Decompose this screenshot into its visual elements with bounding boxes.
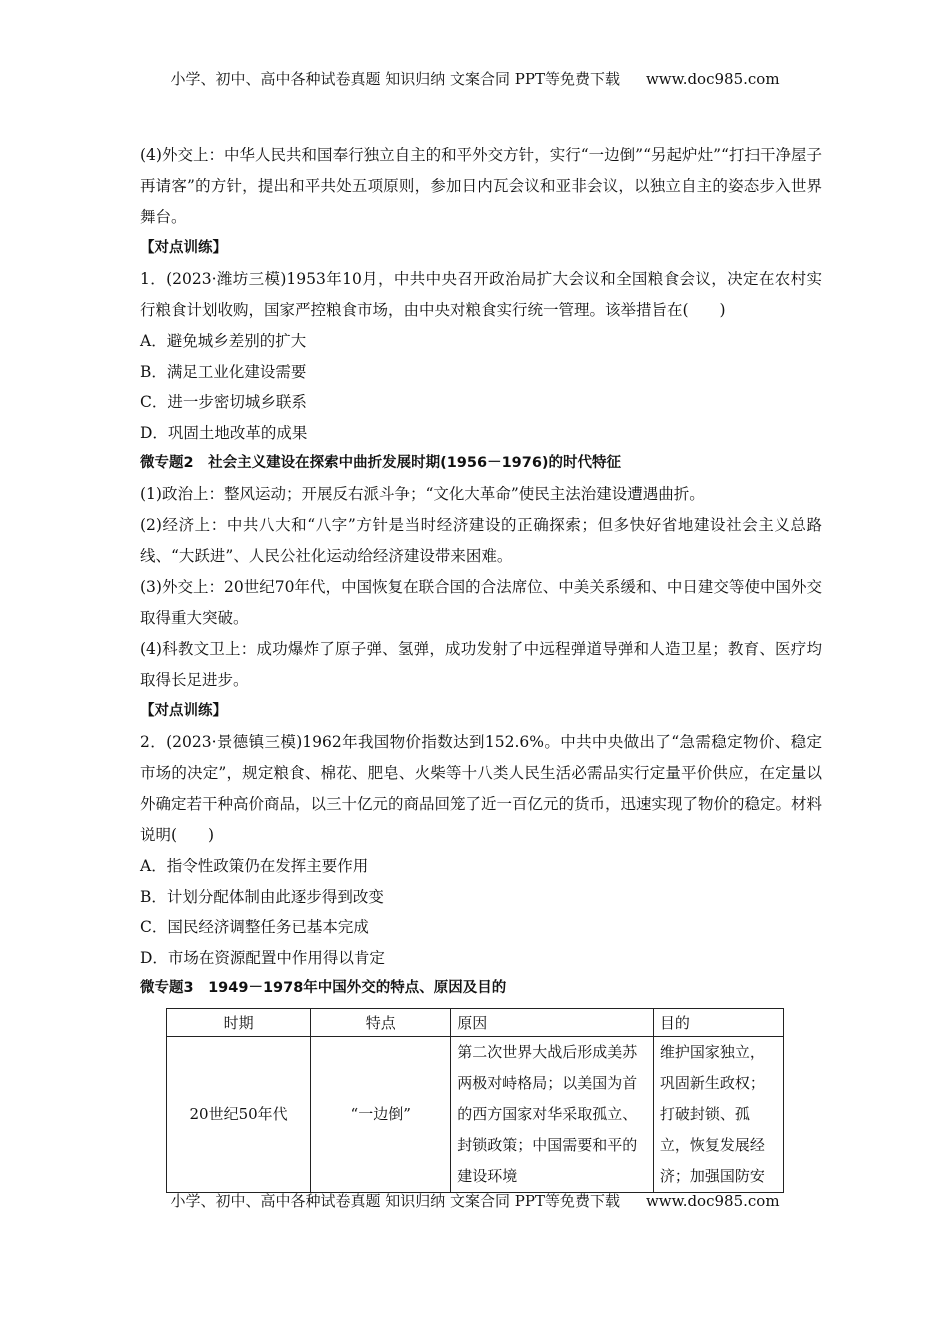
footer-site[interactable]: www.doc985.com <box>645 1192 780 1210</box>
question-1-option-c: C．进一步密切城乡联系 <box>140 393 307 411</box>
topic-2-point-3: (3)外交上：20世纪70年代，中国恢复在联合国的合法席位、中美关系缓和、中日建交等使中国外交取得重大突破。 <box>140 578 822 627</box>
topic-3-title: 微专题3 1949－1978年中国外交的特点、原因及目的 <box>140 980 507 996</box>
question-1-option-a: A．避免城乡差别的扩大 <box>140 332 307 350</box>
topic-2-point-1: (1)政治上：整风运动；开展反右派斗争；“文化大革命”使民主法治建设遭遇曲折。 <box>140 485 705 503</box>
table-header-period: 时期 <box>167 1009 311 1037</box>
table-cell-purpose: 维护国家独立，巩固新生政权；打破封锁、孤立，恢复发展经济；加强国防安 <box>653 1037 783 1193</box>
table-header-row <box>167 1009 784 1037</box>
page-header <box>0 68 950 89</box>
question-2-option-d: D．市场在资源配置中作用得以肯定 <box>140 948 385 967</box>
intro-paragraph: (4)外交上：中华人民共和国奉行独立自主的和平外交方针，实行“一边倒”“另起炉灶”“打扫干净屋子再请客”的方针，提出和平共处五项原则，参加日内瓦会议和亚非会议，以独立自主的姿态步入世界舞台。 <box>140 146 822 226</box>
table-header-reason: 原因 <box>451 1009 654 1037</box>
table-header-purpose: 目的 <box>653 1009 783 1037</box>
question-2-stem: 2．(2023·景德镇三模)1962年我国物价指数达到152.6%。中共中央做出了“急需稳定物价、稳定市场的决定”，规定粮食、棉花、肥皂、火柴等十八类人民生活必需品实行定量平价供应，在定量以外确定若干种高价商品，以三十亿元的商品回笼了近一百亿元的货币，迅速实现了物价的稳定。材料说明( ) <box>140 733 823 844</box>
question-1-option-d: D．巩固土地改革的成果 <box>140 423 308 442</box>
topic-2-point-4: (4)科教文卫上：成功爆炸了原子弹、氢弹，成功发射了中远程弹道导弹和人造卫星；教育、医疗均取得长足进步。 <box>140 640 822 689</box>
page-footer <box>0 1190 950 1211</box>
question-2-option-a: A．指令性政策仍在发挥主要作用 <box>140 857 369 875</box>
table-cell-reason: 第二次世界大战后形成美苏两极对峙格局；以美国为首的西方国家对华采取孤立、封锁政策；中国需要和平的建设环境 <box>451 1037 654 1193</box>
header-text: 小学、初中、高中各种试卷真题 知识归纳 文案合同 PPT等免费下载 <box>170 70 620 88</box>
table-row <box>167 1037 784 1193</box>
question-2-option-b: B．计划分配体制由此逐步得到改变 <box>140 887 384 906</box>
table-header-feature: 特点 <box>311 1009 451 1037</box>
question-2-option-c: C．国民经济调整任务已基本完成 <box>140 918 369 936</box>
diplomacy-table <box>166 1008 784 1193</box>
document-body <box>140 140 822 1193</box>
practice-tag-1: 【对点训练】 <box>140 240 227 256</box>
topic-2-point-2: (2)经济上：中共八大和“八字”方针是当时经济建设的正确探索；但多快好省地建设社会主义总路线、“大跃进”、人民公社化运动给经济建设带来困难。 <box>140 516 822 565</box>
table-cell-period: 20世纪50年代 <box>167 1037 311 1193</box>
practice-tag-2: 【对点训练】 <box>140 703 227 719</box>
topic-2-title: 微专题2 社会主义建设在探索中曲折发展时期(1956－1976)的时代特征 <box>140 455 622 471</box>
footer-text: 小学、初中、高中各种试卷真题 知识归纳 文案合同 PPT等免费下载 <box>170 1192 620 1210</box>
table-cell-feature: “一边倒” <box>311 1037 451 1193</box>
question-1-stem: 1．(2023·潍坊三模)1953年10月，中共中央召开政治局扩大会议和全国粮食会议，决定在农村实行粮食计划收购，国家严控粮食市场，由中央对粮食实行统一管理。该举措旨在( ) <box>140 270 822 319</box>
header-site[interactable]: www.doc985.com <box>645 70 780 88</box>
question-1-option-b: B．满足工业化建设需要 <box>140 362 307 381</box>
